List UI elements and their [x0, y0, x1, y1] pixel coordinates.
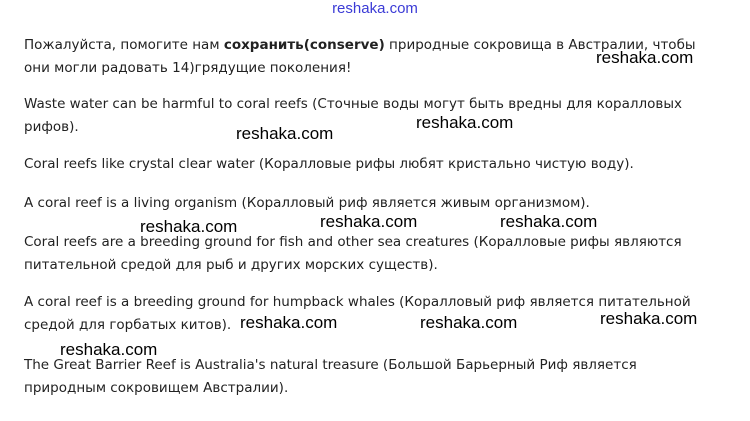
paragraph-breeding-fish: Coral reefs are a breeding ground for fish and other sea creatures (Коралловые рифы являются питательной средой для рыб и других морских существ). [24, 234, 682, 273]
intro-text-end: природные сокровища в Австралии, чтобы они могли радовать 14)грядущие поколения! [24, 37, 696, 76]
paragraph-living-organism: A coral reef is a living organism (Коралловый риф является живым организмом). [24, 195, 590, 211]
watermark-top: reshaka.com [332, 0, 418, 17]
paragraph-great-barrier-reef: The Great Barrier Reef is Australia's natural treasure (Большой Барьерный Риф является природным сокровищем Австралии). [24, 357, 637, 396]
intro-bold-keyword: сохранить(conserve) [223, 37, 385, 53]
paragraph-waste-water: Waste water can be harmful to coral reefs (Сточные воды могут быть вредны для коралловых рифов). [24, 96, 682, 135]
watermark-2: reshaka.com [416, 113, 514, 132]
watermark-1: reshaka.com [596, 48, 694, 67]
paragraph-crystal-water: Coral reefs like crystal clear water (Коралловые рифы любят кристально чистую воду). [24, 156, 634, 172]
watermark-7: reshaka.com [240, 313, 338, 332]
watermark-5: reshaka.com [320, 212, 418, 231]
watermark-6: reshaka.com [500, 212, 598, 231]
watermark-3: reshaka.com [236, 124, 334, 143]
paragraph-humpback-whales: A coral reef is a breeding ground for humpback whales (Коралловый риф является питательной средой для горбатых китов). [24, 294, 691, 333]
watermark-9: reshaka.com [600, 309, 698, 328]
watermark-8: reshaka.com [420, 313, 518, 332]
watermark-10: reshaka.com [60, 340, 158, 359]
watermark-4: reshaka.com [140, 217, 238, 236]
intro-text-start: Пожалуйста, помогите нам [24, 37, 224, 53]
